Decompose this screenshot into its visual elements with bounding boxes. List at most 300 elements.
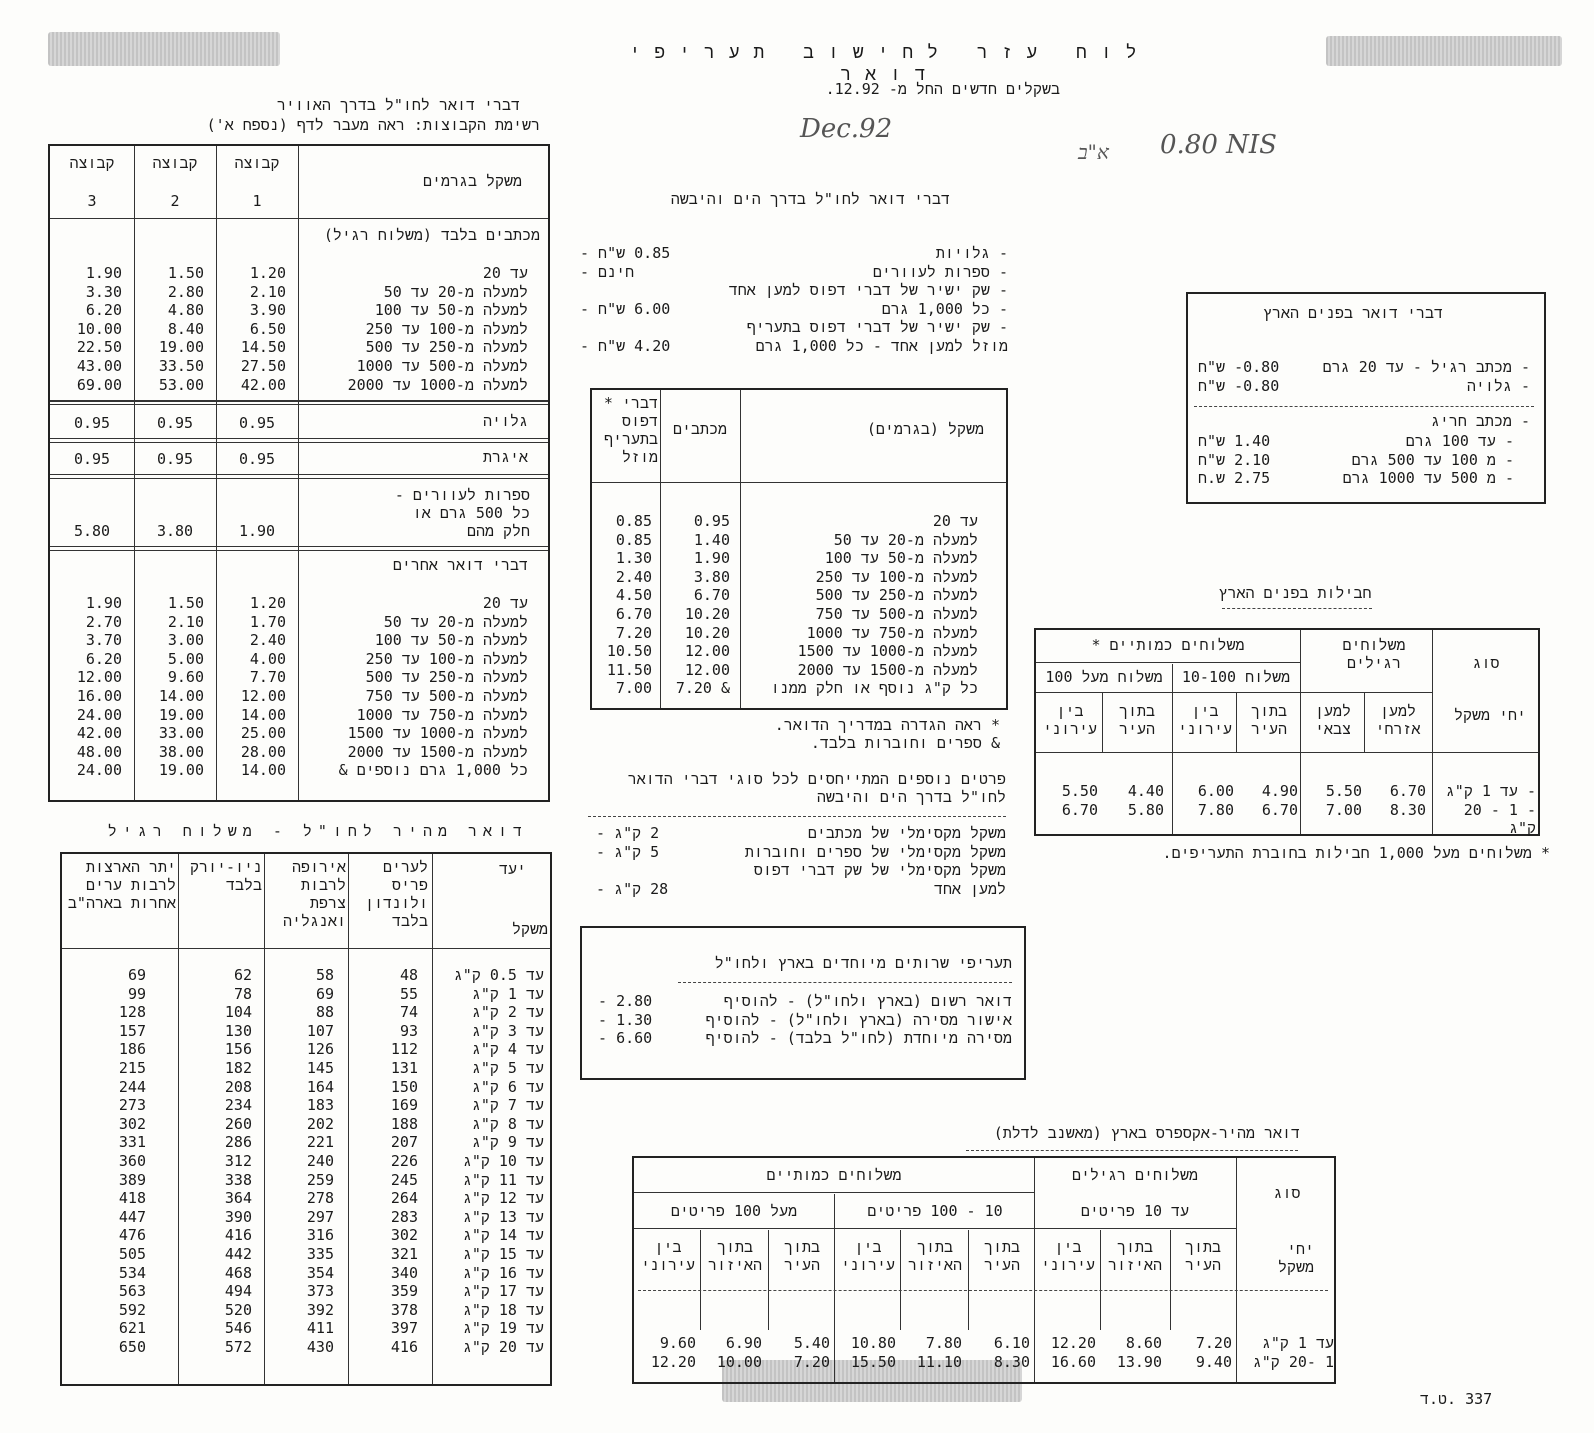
price-cell: 397 xyxy=(390,1319,418,1338)
price-cell: 69.00 xyxy=(76,375,122,394)
price-cell: 520 xyxy=(224,1300,252,1319)
parcels-h-unit: יחי משקל xyxy=(1453,706,1526,724)
price-cell: 9.60 xyxy=(167,668,204,687)
price-cell: 164 xyxy=(306,1077,334,1096)
price-cell: 38.00 xyxy=(158,742,204,761)
air-col-weight: משקל בגרמים xyxy=(422,172,522,190)
parcels-footnote: * משלוחים מעל 1,000 חבילות בחוברת התעריפים. xyxy=(1162,844,1550,862)
extra-label: משקל מקסימלי של שק דברי דפוס xyxy=(753,861,1006,880)
parcels-h-bulk: משלוחים כמותיים * xyxy=(1091,636,1245,654)
price-cell: 4.40 xyxy=(1127,782,1164,800)
sea-item-label: - כל 1,000 גרם xyxy=(881,299,1008,318)
air-aerogram-label: איגרת xyxy=(482,448,528,466)
price-cell: 244 xyxy=(118,1077,146,1096)
special-value: 6.60 - xyxy=(598,1029,653,1048)
expressdom-sub: בין עירוני xyxy=(640,1238,695,1274)
price-cell: 3.70 xyxy=(85,631,122,650)
weight-cell: עד 9 ק"ג xyxy=(471,1133,544,1152)
air-blind-label: ספרות לעוורים - כל 500 גרם או חלק מהם xyxy=(394,486,530,540)
expressdom-h-bulk-10: 10 - 100 פריטים xyxy=(867,1202,1003,1220)
price-cell: 2.40 xyxy=(249,631,286,650)
handwritten-note: א"ב xyxy=(1078,140,1109,164)
sea-footnote-1: * ראה הגדרה במדריך הדואר. xyxy=(774,716,1000,734)
price-cell: 1.90 xyxy=(238,522,276,540)
price-cell: 418 xyxy=(118,1189,146,1208)
price-cell: 112 xyxy=(390,1040,418,1059)
table-row xyxy=(62,1115,550,1134)
price-cell: 546 xyxy=(224,1319,252,1338)
price-cell: 12.00 xyxy=(684,660,730,679)
air-group-1: קבוצה xyxy=(234,154,280,172)
price-cell: 11.10 xyxy=(916,1353,962,1371)
price-cell: 0.95 xyxy=(73,414,111,432)
price-cell: 6.70 xyxy=(1389,782,1426,800)
price-cell: 378 xyxy=(390,1300,418,1319)
weight-cell: כל 1,000 גרם נוספים & xyxy=(338,761,528,780)
weight-cell: - 1 - 20 ק"ג xyxy=(1463,801,1536,837)
price-cell: 260 xyxy=(224,1114,252,1133)
price-cell: 16.00 xyxy=(76,686,122,705)
air-group-1-num: 1 xyxy=(252,192,262,210)
price-cell: 183 xyxy=(306,1096,334,1115)
price-cell: 373 xyxy=(306,1282,334,1301)
price-cell: 48.00 xyxy=(76,742,122,761)
table-row xyxy=(1036,782,1538,801)
weight-cell: עד 12 ק"ג xyxy=(462,1189,544,1208)
weight-cell: עד 20 ק"ג xyxy=(462,1337,544,1356)
parcels-sub: בתוך העיר xyxy=(1250,702,1287,738)
table-row xyxy=(62,1096,550,1115)
table-row xyxy=(62,1338,550,1357)
sea-title: דברי דואר לחו"ל בדרך הים והיבשה xyxy=(670,190,950,208)
price-cell: 33.00 xyxy=(158,724,204,743)
price-cell: 74 xyxy=(399,1003,418,1022)
sea-item-label: - גלויות xyxy=(935,244,1008,262)
express-h-weight: משקל xyxy=(511,920,548,938)
price-cell: 8.60 xyxy=(1125,1334,1162,1352)
special-items xyxy=(598,992,1012,1048)
expressdom-sub: בתוך העיר xyxy=(983,1238,1020,1274)
expressdom-sub: בתוך העיר xyxy=(1184,1238,1221,1274)
domestic-odd-value: 2.10 ש"ח xyxy=(1198,450,1271,469)
price-cell: 14.00 xyxy=(240,761,286,780)
price-cell: 476 xyxy=(118,1226,146,1245)
weight-cell: עד 14 ק"ג xyxy=(462,1226,544,1245)
sea-footnote-2: & ספרים וחוברות בלבד. xyxy=(810,734,1000,752)
special-title: תעריפי שרותים מיוחדים בארץ ולחו"ל xyxy=(714,954,1012,972)
weight-cell: למעלה מ-250 עד 500 xyxy=(815,586,978,605)
price-cell: 2.40 xyxy=(615,567,652,586)
weight-cell: למעלה מ-100 עד 250 xyxy=(365,319,528,338)
weight-cell: למעלה מ-1500 עד 2000 xyxy=(797,660,978,679)
table-row xyxy=(62,1171,550,1190)
price-cell: 0.85 xyxy=(615,512,652,530)
special-value: 2.80 - xyxy=(598,992,653,1010)
price-cell: 0.95 xyxy=(693,512,730,530)
price-cell: 392 xyxy=(306,1300,334,1319)
sea-items xyxy=(580,244,1008,356)
sea-table xyxy=(590,388,1008,710)
price-cell: 1.30 xyxy=(615,549,652,568)
price-cell: 104 xyxy=(224,1003,252,1022)
price-cell: 302 xyxy=(390,1226,418,1245)
price-cell: 10.20 xyxy=(684,604,730,623)
page-number: 337 .ט.ד xyxy=(1420,1390,1493,1408)
page-subtitle: בשקלים חדשים החל מ- 12.92. xyxy=(825,80,1060,98)
weight-cell: עד 4 ק"ג xyxy=(471,1040,544,1059)
weight-cell: למעלה מ-750 עד 1000 xyxy=(356,705,528,724)
air-postcard-label: גלויה xyxy=(482,412,528,430)
price-cell: 182 xyxy=(224,1058,252,1077)
price-cell: 316 xyxy=(306,1226,334,1245)
weight-cell: למעלה מ-50 עד 100 xyxy=(374,301,528,320)
domestic-odd-label: - עד 100 גרם xyxy=(1405,432,1514,450)
sea-item-value: 0.85 ש"ח - xyxy=(580,244,671,262)
price-cell: 4.00 xyxy=(249,649,286,668)
table-row xyxy=(592,512,1006,531)
weight-cell: עד 1 ק"ג xyxy=(471,984,544,1003)
price-cell: 7.20 xyxy=(793,1353,830,1371)
weight-cell: למעלה מ-100 עד 250 xyxy=(365,649,528,668)
table-row xyxy=(592,605,1006,624)
table-row xyxy=(62,1264,550,1283)
price-cell: 430 xyxy=(306,1337,334,1356)
parcels-title: חבילות בפנים הארץ xyxy=(1218,584,1372,602)
price-cell: 360 xyxy=(118,1151,146,1170)
express-table xyxy=(60,852,552,1386)
price-cell: 2.10 xyxy=(167,612,204,631)
parcels-sub: בין עירוני xyxy=(1177,702,1232,738)
sea-col-weight: משקל (בגרמים) xyxy=(866,420,984,438)
weight-cell: למעלה מ-20 עד 50 xyxy=(833,530,978,549)
price-cell: 27.50 xyxy=(240,356,286,375)
price-cell: 128 xyxy=(118,1003,146,1022)
parcels-h-type: סוג xyxy=(1472,654,1500,672)
weight-cell: למעלה מ-20 עד 50 xyxy=(383,612,528,631)
price-cell: 6.70 xyxy=(693,586,730,605)
parcels-rows xyxy=(1036,782,1538,837)
price-cell: 7.70 xyxy=(249,668,286,687)
table-row xyxy=(62,1319,550,1338)
sea-extra-title: פרטים נוספים המתייחסים לכל סוגי דברי הדואר לחו"ל בדרך הים והיבשה xyxy=(627,770,1006,806)
sea-item-label: - ספרות לעוורים xyxy=(872,262,1008,281)
price-cell: 157 xyxy=(118,1021,146,1040)
table-row xyxy=(62,1301,550,1320)
price-cell: 411 xyxy=(306,1319,334,1338)
price-cell: 58 xyxy=(315,966,334,984)
table-row xyxy=(62,1059,550,1078)
parcels-sub: בין עירוני xyxy=(1042,702,1097,738)
price-cell: 3.80 xyxy=(693,567,730,586)
price-cell: 8.40 xyxy=(167,319,204,338)
express-h-paris: לערים פריס ולונדון בלבד xyxy=(364,858,428,930)
air-other-g3 xyxy=(50,594,122,780)
price-cell: 24.00 xyxy=(76,705,122,724)
weight-cell: למעלה מ-1000 עד 2000 xyxy=(347,375,528,394)
price-cell: 8.30 xyxy=(993,1353,1030,1371)
price-cell: 186 xyxy=(118,1040,146,1059)
expressdom-sub: בתוך האיזור xyxy=(1107,1238,1162,1274)
air-title: דברי דואר לחו"ל בדרך האוויר xyxy=(276,96,520,114)
price-cell: 6.70 xyxy=(615,604,652,623)
price-cell: 7.20 xyxy=(1195,1334,1232,1352)
price-cell: 3.90 xyxy=(249,301,286,320)
price-cell: 297 xyxy=(306,1207,334,1226)
domestic-label: - מכתב רגיל - עד 20 גרם xyxy=(1322,358,1530,376)
price-cell: 0.95 xyxy=(156,414,194,432)
price-cell: 1.90 xyxy=(85,594,122,612)
air-group-2: קבוצה xyxy=(152,154,198,172)
weight-cell: עד 2 ק"ג xyxy=(471,1003,544,1022)
price-cell: 1.50 xyxy=(167,264,204,282)
air-other-weights xyxy=(302,594,528,780)
price-cell: 11.50 xyxy=(606,660,652,679)
price-cell: 215 xyxy=(118,1058,146,1077)
price-cell: 10.20 xyxy=(684,623,730,642)
weight-cell: עד 13 ק"ג xyxy=(462,1207,544,1226)
weight-cell: כל ק"ג נוסף או חלק ממנו xyxy=(770,679,978,698)
expressdom-h-type: סוג xyxy=(1273,1184,1301,1202)
price-cell: 442 xyxy=(224,1244,252,1263)
weight-cell: למעלה מ-250 עד 500 xyxy=(365,668,528,687)
price-cell: 9.60 xyxy=(659,1334,696,1352)
special-box xyxy=(580,926,1026,1080)
price-cell: 534 xyxy=(118,1263,146,1282)
scan-smudge xyxy=(1326,36,1562,66)
price-cell: 12.00 xyxy=(76,668,122,687)
price-cell: 69 xyxy=(127,966,146,984)
price-cell: 2.80 xyxy=(167,282,204,301)
price-cell: 1.40 xyxy=(693,530,730,549)
price-cell: 468 xyxy=(224,1263,252,1282)
domestic-odd-label: - מ 100 עד 500 גרם xyxy=(1351,450,1514,469)
price-cell: 5.00 xyxy=(167,649,204,668)
price-cell: 14.00 xyxy=(158,686,204,705)
price-cell: 202 xyxy=(306,1114,334,1133)
domestic-odd-label: - מכתב חריג xyxy=(1430,412,1530,430)
price-cell: 416 xyxy=(224,1226,252,1245)
price-cell: 494 xyxy=(224,1282,252,1301)
air-group-3: קבוצה xyxy=(69,154,115,172)
special-label: דואר רשום (בארץ ולחו"ל) - להוסיף xyxy=(723,992,1012,1010)
price-cell: 22.50 xyxy=(76,338,122,357)
weight-cell: עד 15 ק"ג xyxy=(462,1244,544,1263)
price-cell: 25.00 xyxy=(240,724,286,743)
price-cell: 12.20 xyxy=(650,1353,696,1371)
price-cell: 0.95 xyxy=(156,450,194,468)
table-row xyxy=(592,549,1006,568)
price-cell: 447 xyxy=(118,1207,146,1226)
extra-value: 2 ק"ג - xyxy=(596,824,660,842)
price-cell: 4.90 xyxy=(1261,782,1298,800)
weight-cell: למעלה מ-50 עד 100 xyxy=(374,631,528,650)
expressdom-sub: בין עירוני xyxy=(840,1238,895,1274)
air-other-g2 xyxy=(134,594,204,780)
price-cell: 335 xyxy=(306,1244,334,1263)
table-row xyxy=(62,985,550,1004)
sea-item-label: - שק ישיר של דברי דפוס למען אחד xyxy=(728,281,1008,300)
price-cell: 156 xyxy=(224,1040,252,1059)
price-cell: 4.80 xyxy=(167,301,204,320)
price-cell: 7.00 xyxy=(615,679,652,698)
special-label: אישור מסירה (בארץ ולחו"ל) - להוסיף xyxy=(705,1010,1012,1029)
price-cell: 1.20 xyxy=(249,264,286,282)
price-cell: 286 xyxy=(224,1133,252,1152)
table-row xyxy=(592,586,1006,605)
expressdom-sub: בין עירוני xyxy=(1040,1238,1095,1274)
price-cell: 93 xyxy=(399,1021,418,1040)
price-cell: 13.90 xyxy=(1116,1353,1162,1371)
price-cell: 48 xyxy=(399,966,418,984)
price-cell: 208 xyxy=(224,1077,252,1096)
price-cell: 650 xyxy=(118,1337,146,1356)
price-cell: 264 xyxy=(390,1189,418,1208)
expressdom-sub: בתוך האיזור xyxy=(907,1238,962,1274)
weight-cell: למעלה מ-1000 עד 1500 xyxy=(347,724,528,743)
price-cell: 10.80 xyxy=(850,1334,896,1352)
handwritten-date: Dec.92 xyxy=(800,114,893,144)
weight-cell: למעלה מ-50 עד 100 xyxy=(824,549,978,568)
air-letters-g2 xyxy=(134,264,204,394)
price-cell: 331 xyxy=(118,1133,146,1152)
table-row xyxy=(62,1152,550,1171)
domestic-value: 0.80- ש"ח xyxy=(1198,358,1280,376)
weight-cell: עד 17 ק"ג xyxy=(462,1282,544,1301)
table-row xyxy=(62,1208,550,1227)
price-cell: 9.40 xyxy=(1195,1353,1232,1371)
table-row xyxy=(592,531,1006,550)
price-cell: 7.80 xyxy=(925,1334,962,1352)
parcels-h-bulk-10: משלוח 10-100 xyxy=(1181,668,1291,686)
price-cell: 302 xyxy=(118,1114,146,1133)
price-cell: 1.70 xyxy=(249,612,286,631)
price-cell: 42.00 xyxy=(240,375,286,394)
weight-cell: למעלה מ-750 עד 1000 xyxy=(806,623,978,642)
price-cell: 6.00 xyxy=(1197,782,1234,800)
price-cell: 338 xyxy=(224,1170,252,1189)
price-cell: 0.85 xyxy=(615,530,652,549)
special-label: מסירה מיוחדת (לחו"ל בלבד) - להוסיף xyxy=(705,1029,1012,1048)
price-cell: 3.00 xyxy=(167,631,204,650)
expressdom-h-bulk-100: מעל 100 פריטים xyxy=(670,1202,798,1220)
air-other-label: דברי דואר אחרים xyxy=(392,556,528,574)
air-subtitle: רשימת הקבוצות: ראה מעבר לדף (נספח א') xyxy=(206,116,540,134)
table-row xyxy=(1036,801,1538,837)
price-cell: 6.70 xyxy=(1061,801,1098,819)
price-cell: 5.50 xyxy=(1325,782,1362,800)
table-row xyxy=(592,568,1006,587)
price-cell: 6.70 xyxy=(1261,801,1298,819)
price-cell: 354 xyxy=(306,1263,334,1282)
price-cell: 1.90 xyxy=(85,264,122,282)
express-h-europe: אירופה לרבות צרפת ואנגליה xyxy=(282,858,346,930)
price-cell: 69 xyxy=(315,984,334,1003)
price-cell: 4.50 xyxy=(615,586,652,605)
price-cell: 62 xyxy=(233,966,252,984)
price-cell: 99 xyxy=(127,984,146,1003)
price-cell: 19.00 xyxy=(158,761,204,780)
price-cell: 312 xyxy=(224,1151,252,1170)
price-cell: 278 xyxy=(306,1189,334,1208)
price-cell: 150 xyxy=(390,1077,418,1096)
sea-col-print: דברי * דפוס בתעריף מוזל xyxy=(603,394,658,466)
table-row xyxy=(592,661,1006,680)
price-cell: 0.95 xyxy=(238,414,276,432)
price-cell: 15.50 xyxy=(850,1353,896,1371)
weight-cell: למעלה מ-500 עד 1000 xyxy=(356,356,528,375)
weight-cell: עד 8 ק"ג xyxy=(471,1114,544,1133)
weight-cell: עד 16 ק"ג xyxy=(462,1263,544,1282)
table-row xyxy=(62,1003,550,1022)
domestic-odd-value: 2.75 ש.ח xyxy=(1198,469,1271,488)
air-table xyxy=(48,144,550,802)
weight-cell: עד 18 ק"ג xyxy=(462,1300,544,1319)
sea-extra-items xyxy=(596,824,1006,898)
expressdom-h-bulk: משלוחים כמותיים xyxy=(766,1166,902,1184)
price-cell: 126 xyxy=(306,1040,334,1059)
price-cell: 572 xyxy=(224,1337,252,1356)
weight-cell: - עד 1 ק"ג xyxy=(1445,782,1536,800)
sea-item-label: - שק ישיר של דברי דפוס בתעריף xyxy=(746,318,1008,337)
price-cell: 416 xyxy=(390,1337,418,1356)
weight-cell: עד 1 ק"ג xyxy=(1261,1334,1334,1352)
weight-cell: למעלה מ-500 עד 750 xyxy=(365,686,528,705)
express-h-other: יתר הארצות לרבות ערים אחרות בארה"ב xyxy=(67,858,176,912)
price-cell: 389 xyxy=(118,1170,146,1189)
sea-item-value: חינם - xyxy=(580,262,635,281)
price-cell: 1.20 xyxy=(249,594,286,612)
weight-cell: עד 6 ק"ג xyxy=(471,1077,544,1096)
expressdom-rows xyxy=(634,1334,1334,1372)
domestic-box xyxy=(1186,292,1546,504)
price-cell: 3.30 xyxy=(85,282,122,301)
price-cell: 145 xyxy=(306,1058,334,1077)
price-cell: 505 xyxy=(118,1244,146,1263)
scan-smudge xyxy=(48,32,280,66)
price-cell: 390 xyxy=(224,1207,252,1226)
price-cell: 259 xyxy=(306,1170,334,1189)
price-cell: 88 xyxy=(315,1003,334,1022)
price-cell: 188 xyxy=(390,1114,418,1133)
special-value: 1.30 - xyxy=(598,1010,653,1029)
table-row xyxy=(62,1189,550,1208)
expressdom-table xyxy=(632,1156,1336,1384)
air-other-g1 xyxy=(216,594,286,780)
sea-item-label: מוזל למען אחד - כל 1,000 גרם xyxy=(755,336,1008,355)
weight-cell: עד 20 xyxy=(482,594,528,612)
expressdom-title: דואר מהיר-אקספרס בארץ (מאשנב לדלת) xyxy=(993,1124,1300,1142)
sea-col-letters: מכתבים xyxy=(672,420,727,438)
parcels-sub: למען צבאי xyxy=(1314,702,1351,738)
weight-cell: עד 10 ק"ג xyxy=(462,1151,544,1170)
extra-label: משקל מקסימלי של ספרים וחוברות xyxy=(744,842,1006,861)
price-cell: 2.10 xyxy=(249,282,286,301)
price-cell: 19.00 xyxy=(158,705,204,724)
express-h-dest: יעד xyxy=(498,860,526,878)
price-cell: 6.50 xyxy=(249,319,286,338)
weight-cell: עד 11 ק"ג xyxy=(462,1170,544,1189)
page-title: לוח עזר לחישוב תעריפי דואר xyxy=(629,42,1151,85)
price-cell: 19.00 xyxy=(158,338,204,357)
weight-cell: עד 7 ק"ג xyxy=(471,1096,544,1115)
price-cell: 234 xyxy=(224,1096,252,1115)
weight-cell: למעלה מ-20 עד 50 xyxy=(383,282,528,301)
price-cell: 0.95 xyxy=(73,450,111,468)
price-cell: 12.00 xyxy=(240,686,286,705)
price-cell: 107 xyxy=(306,1021,334,1040)
weight-cell: עד 5 ק"ג xyxy=(471,1058,544,1077)
table-row xyxy=(62,1022,550,1041)
